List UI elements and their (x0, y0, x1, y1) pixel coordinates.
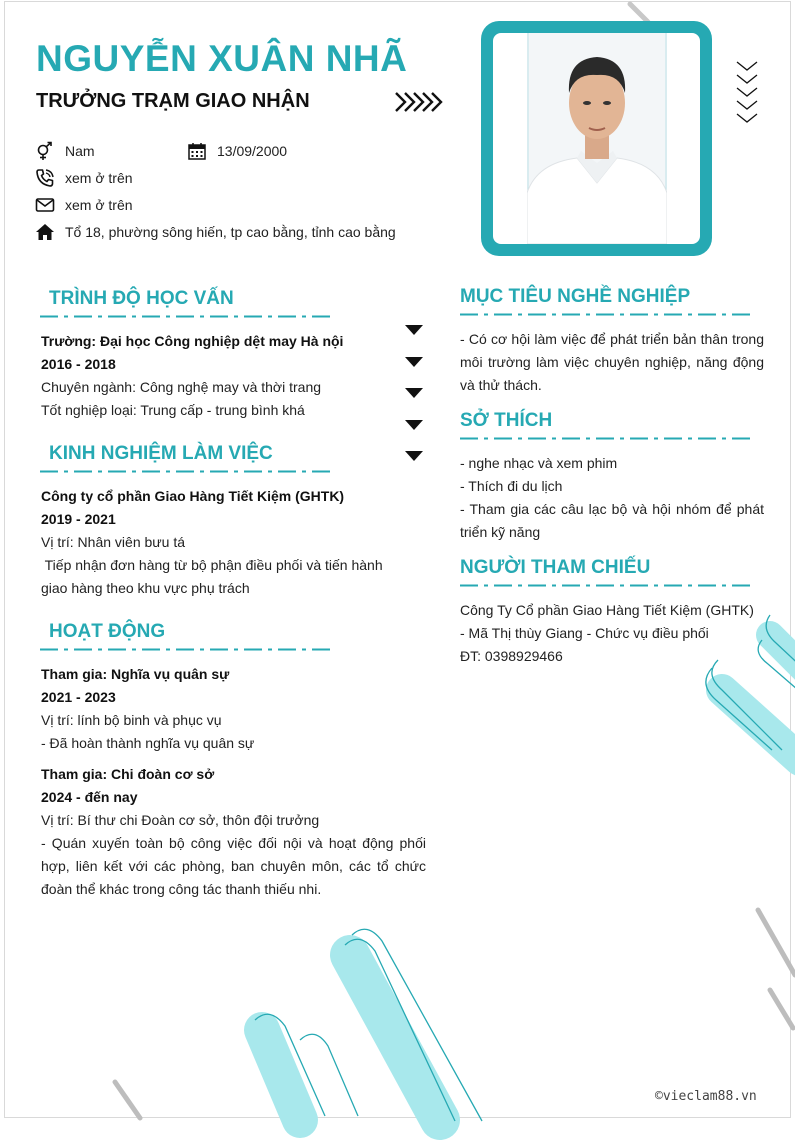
job-title: TRƯỞNG TRẠM GIAO NHẬN (36, 90, 310, 112)
experience-heading: KINH NGHIỆM LÀM VIỆC (49, 443, 273, 464)
activity-years: 2021 - 2023 (41, 689, 116, 705)
triangle-down-icon (405, 420, 423, 430)
gender-row (35, 141, 95, 161)
mail-icon (35, 195, 55, 215)
references-heading: NGƯỜI THAM CHIẾU (460, 557, 651, 578)
hobby-item: - Tham gia các câu lạc bộ và hội nhóm để phát triển kỹ năng (460, 501, 764, 540)
profile-photo-frame (481, 21, 712, 256)
reference-phone: ĐT: 0398929466 (460, 648, 563, 664)
calendar-icon (187, 141, 207, 161)
watermark: ©vieclam88.vn (655, 1089, 757, 1104)
experience-years: 2019 - 2021 (41, 511, 116, 527)
address-value: Tổ 18, phường sông hiến, tp cao bằng, tỉnh cao bằng (65, 224, 396, 240)
chevron-right-icon (394, 90, 448, 114)
activity-join: Tham gia: Nghĩa vụ quân sự (41, 666, 230, 682)
chevron-down-icon (735, 60, 759, 128)
activity-desc: - Đã hoàn thành nghĩa vụ quân sự (41, 735, 255, 751)
gender-value: Nam (65, 143, 95, 159)
experience-position: Vị trí: Nhân viên bưu tá (41, 534, 185, 550)
references-divider (460, 584, 752, 587)
activity-desc: - Quán xuyến toàn bộ công việc đối nội và hoạt động phối hợp, liên kết với các phòng, ban chuyên môn, các tổ chức đoàn thể khác trong công tác thanh thiếu nhi. (41, 835, 426, 897)
hobby-item: - Thích đi du lịch (460, 478, 563, 494)
objective-heading: MỤC TIÊU NGHỀ NGHIỆP (460, 286, 691, 307)
activity-join: Tham gia: Chi đoàn cơ sở (41, 766, 215, 782)
email-row (35, 195, 133, 215)
activity-years: 2024 - đến nay (41, 789, 138, 805)
email-value: xem ở trên (65, 197, 133, 213)
profile-photo (493, 33, 700, 244)
dob-value: 13/09/2000 (217, 143, 288, 159)
dob-row (187, 141, 287, 161)
triangle-down-icon (405, 357, 423, 367)
objective-text: - Có cơ hội làm việc để phát triển bản thân trong môi trường làm việc chuyên nghiệp, năng động và thử thách. (460, 331, 764, 393)
experience-desc-line2: giao hàng theo khu vực phụ trách (41, 580, 250, 596)
education-heading: TRÌNH ĐỘ HỌC VẤN (49, 288, 234, 309)
phone-row (35, 168, 133, 188)
hobbies-divider (460, 437, 752, 440)
candidate-name: NGUYỄN XUÂN NHÃ (36, 38, 408, 79)
experience-divider (40, 470, 332, 473)
education-grade: Tốt nghiệp loại: Trung cấp - trung bình khá (41, 402, 305, 418)
objective-divider (460, 313, 752, 316)
triangle-down-icon (405, 388, 423, 398)
triangle-down-icon (405, 325, 423, 335)
activities-divider (40, 648, 332, 651)
activities-heading: HOẠT ĐỘNG (49, 621, 166, 642)
experience-desc-line1: Tiếp nhận đơn hàng từ bộ phận điều phối và tiến hành (41, 557, 383, 573)
reference-company: Công Ty Cổ phần Giao Hàng Tiết Kiệm (GHTK) (460, 602, 754, 618)
education-school: Trường: Đại học Công nghiệp dệt may Hà nội (41, 333, 344, 349)
gender-icon (35, 141, 55, 161)
reference-person: - Mã Thị thùy Giang - Chức vụ điều phối (460, 625, 709, 641)
education-divider (40, 315, 332, 318)
hobbies-heading: SỞ THÍCH (460, 410, 553, 431)
activity-position: Vị trí: lính bộ binh và phục vụ (41, 712, 222, 728)
home-icon (35, 222, 55, 242)
triangle-down-icon (405, 451, 423, 461)
phone-value: xem ở trên (65, 170, 133, 186)
activity-position: Vị trí: Bí thư chi Đoàn cơ sở, thôn đội trưởng (41, 812, 320, 828)
education-major: Chuyên ngành: Công nghệ may và thời trang (41, 379, 322, 395)
phone-icon (35, 168, 55, 188)
address-row (35, 222, 396, 242)
experience-company: Công ty cổ phần Giao Hàng Tiết Kiệm (GHTK) (41, 488, 345, 504)
triangle-markers (405, 325, 425, 483)
hobby-item: - nghe nhạc và xem phim (460, 455, 618, 471)
education-years: 2016 - 2018 (41, 356, 116, 372)
